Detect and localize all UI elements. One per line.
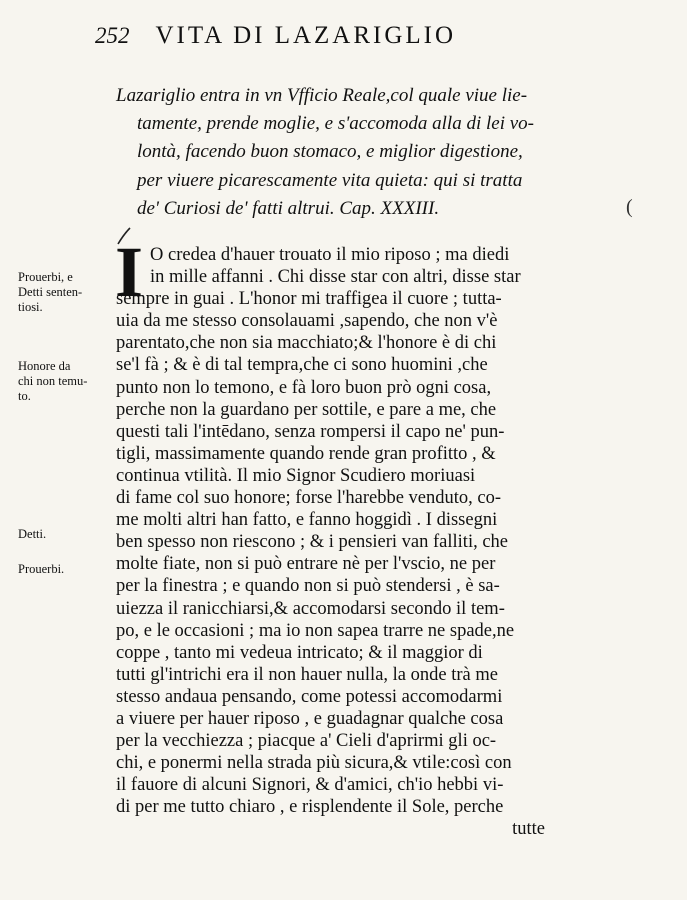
summary-line: tamente, prende moglie, e s'accomoda alla di lei vo- [137, 113, 534, 135]
side-note-line: Prouerbi, e [18, 270, 73, 284]
body-text [116, 244, 571, 841]
side-note-line: tiosi. [18, 300, 43, 314]
text-line: il fauore di alcuni Signori, & d'amici, ch'io hebbi vi- [116, 775, 504, 796]
text-line: di per me tutto chiaro , e risplendente il Sole, perche [116, 797, 504, 818]
text-line: chi, e ponermi nella strada più sicura,& vtile:così con [116, 753, 512, 774]
text-line: molte fiate, non si può entrare nè per l'vscio, ne per [116, 554, 496, 575]
text-line: di fame col suo honore; forse l'harebbe venduto, co- [116, 488, 502, 509]
margin-mark: ( [626, 196, 633, 218]
page-header [95, 22, 575, 56]
text-line: tigli, massimamente quando rende gran profitto , & [116, 443, 496, 464]
text-line: O credea d'hauer trouato il mio riposo ; ma diedi [150, 245, 510, 265]
text-line: tutti gl'intrichi era il non hauer nulla, la onde trà me [116, 664, 498, 685]
text-line: coppe , tanto mi vedeua intricato; & il maggior di [116, 642, 483, 663]
text-line: se'l fà ; & è di tal tempra,che ci sono huomini ,che [116, 355, 488, 376]
side-note-line: Prouerbi. [18, 562, 65, 576]
text-line: po, e le occasioni ; ma io non sapea trarre ne spade,ne [116, 620, 515, 641]
summary-line: de' Curiosi de' fatti altrui. Cap. XXXIII. [137, 197, 440, 219]
summary-line: Lazariglio entra in vn Vfficio Reale,col quale viue lie- [116, 85, 528, 106]
side-note-proverbs-2 [18, 562, 110, 577]
page-number: 252 [95, 23, 130, 48]
side-note-sayings [18, 527, 110, 542]
text-line: questi tali l'intēdano, senza rompersi il capo ne' pun- [116, 421, 505, 442]
text-line: uia da me stesso consolauami ,sapendo, che non v'è [116, 311, 498, 332]
running-title: VITA DI LAZARIGLIO [155, 22, 457, 49]
side-note-line: chi non temu- [18, 374, 88, 388]
text-line: continua vtilità. Il mio Signor Scudiero moriuasi [116, 465, 476, 486]
side-note-line: Detti senten- [18, 285, 83, 299]
text-line: per la finestra ; e quando non si può stendersi , è sa- [116, 576, 500, 597]
side-note-line: Detti. [18, 527, 47, 541]
catchword: tutte [512, 819, 545, 840]
summary-line: lontà, facendo buon stomaco, e miglior digestione, [137, 141, 523, 163]
side-note-line: Honore da [18, 359, 71, 373]
text-line: stesso andaua pensando, come potessi accomodarmi [116, 686, 503, 707]
side-note-proverbs [18, 270, 110, 315]
text-line: perche non la guardano per sottile, e pare a me, che [116, 399, 497, 420]
text-line: me molti altri han fatto, e fanno hoggidì . I dissegni [116, 510, 498, 531]
text-line: a viuere per hauer riposo , e guadagnar qualche cosa [116, 708, 504, 729]
text-line: uiezza il ranicchiarsi,& accomodarsi secondo il tem- [116, 598, 505, 619]
side-note-line: to. [18, 389, 31, 403]
text-line: sempre in guai . L'honor mi traffigea il cuore ; tutta- [116, 289, 502, 310]
text-line: in mille affanni . Chi disse star con altri, disse star [150, 267, 521, 288]
drop-cap: I [114, 232, 144, 312]
summary-line: per viuere picarescamente vita quieta: qui si tratta [137, 169, 523, 191]
chapter-summary [116, 82, 586, 223]
text-line: per la vecchiezza ; piacque a' Cieli d'aprirmi gli oc- [116, 731, 497, 752]
side-note-honor [18, 359, 110, 404]
text-line: punto non lo temono, e fà loro buon prò ogni cosa, [116, 377, 492, 398]
text-line: parentato,che non sia macchiato;& l'honore è di chi [116, 333, 497, 354]
text-line: ben spesso non riescono ; & i pensieri van falliti, che [116, 532, 509, 553]
